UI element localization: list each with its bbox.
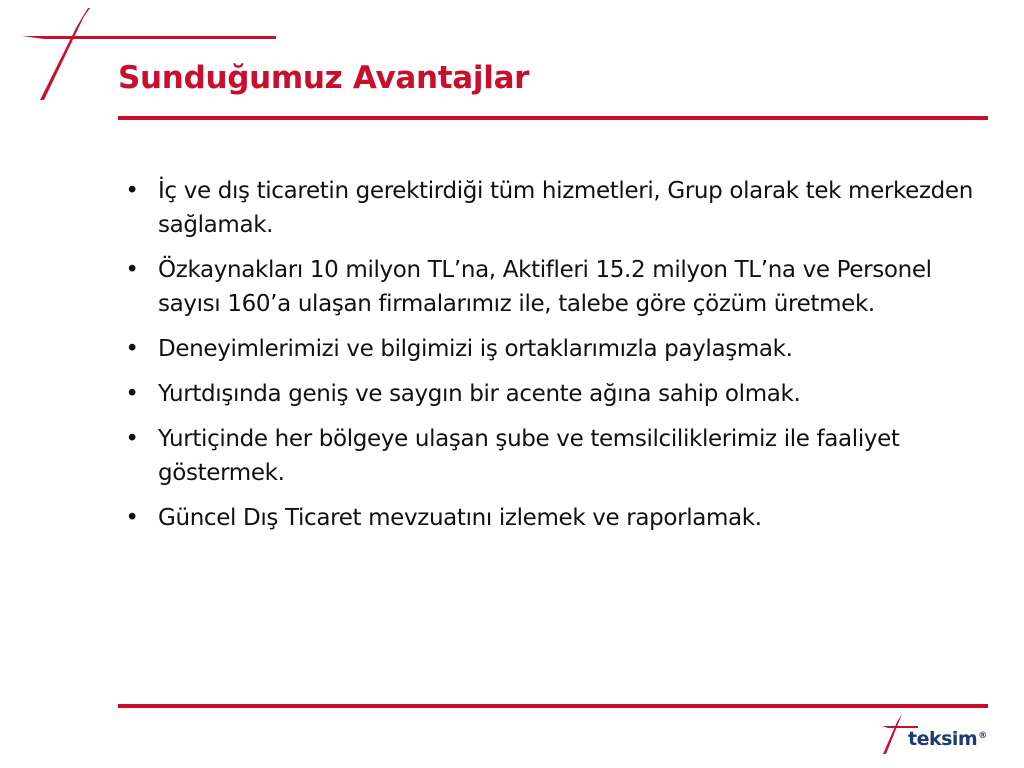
footer-divider bbox=[118, 704, 988, 708]
bullet-dot: • bbox=[125, 381, 139, 407]
slide-title: Sunduğumuz Avantajlar bbox=[118, 60, 530, 96]
bullet-text: Özkaynakları 10 milyon TL’na, Aktifleri 15.2 milyon TL’na ve Personel sayısı 160’a ulaşan firmalarımız ile, talebe göre çözüm üretmek. bbox=[158, 257, 932, 317]
bullet-text: Güncel Dış Ticaret mevzuatını izlemek ve raporlamak. bbox=[158, 505, 762, 531]
title-divider bbox=[118, 116, 988, 120]
registered-mark: ® bbox=[978, 730, 987, 741]
bullet-item bbox=[118, 332, 978, 366]
footer-wordmark bbox=[908, 728, 987, 750]
bullet-dot: • bbox=[125, 178, 139, 204]
bullet-dot: • bbox=[125, 336, 139, 362]
bullet-item bbox=[118, 253, 978, 321]
bullet-text: Yurtiçinde her bölgeye ulaşan şube ve temsilciliklerimiz ile faaliyet göstermek. bbox=[158, 426, 900, 486]
bullet-dot: • bbox=[125, 505, 139, 531]
bullet-item bbox=[118, 501, 978, 535]
bullet-list bbox=[118, 174, 978, 546]
bullet-text: İç ve dış ticaretin gerektirdiği tüm hizmetleri, Grup olarak tek merkezden sağlamak. bbox=[158, 178, 973, 238]
bullet-item bbox=[118, 422, 978, 490]
bullet-item bbox=[118, 174, 978, 242]
footer-wordmark-text: teksim bbox=[908, 728, 978, 750]
bullet-text: Yurtdışında geniş ve saygın bir acente ağına sahip olmak. bbox=[158, 381, 801, 407]
bullet-dot: • bbox=[125, 257, 139, 283]
bullet-dot: • bbox=[125, 426, 139, 452]
bullet-item bbox=[118, 377, 978, 411]
bullet-text: Deneyimlerimizi ve bilgimizi iş ortaklarımızla paylaşmak. bbox=[158, 336, 793, 362]
footer-logo bbox=[880, 712, 990, 758]
